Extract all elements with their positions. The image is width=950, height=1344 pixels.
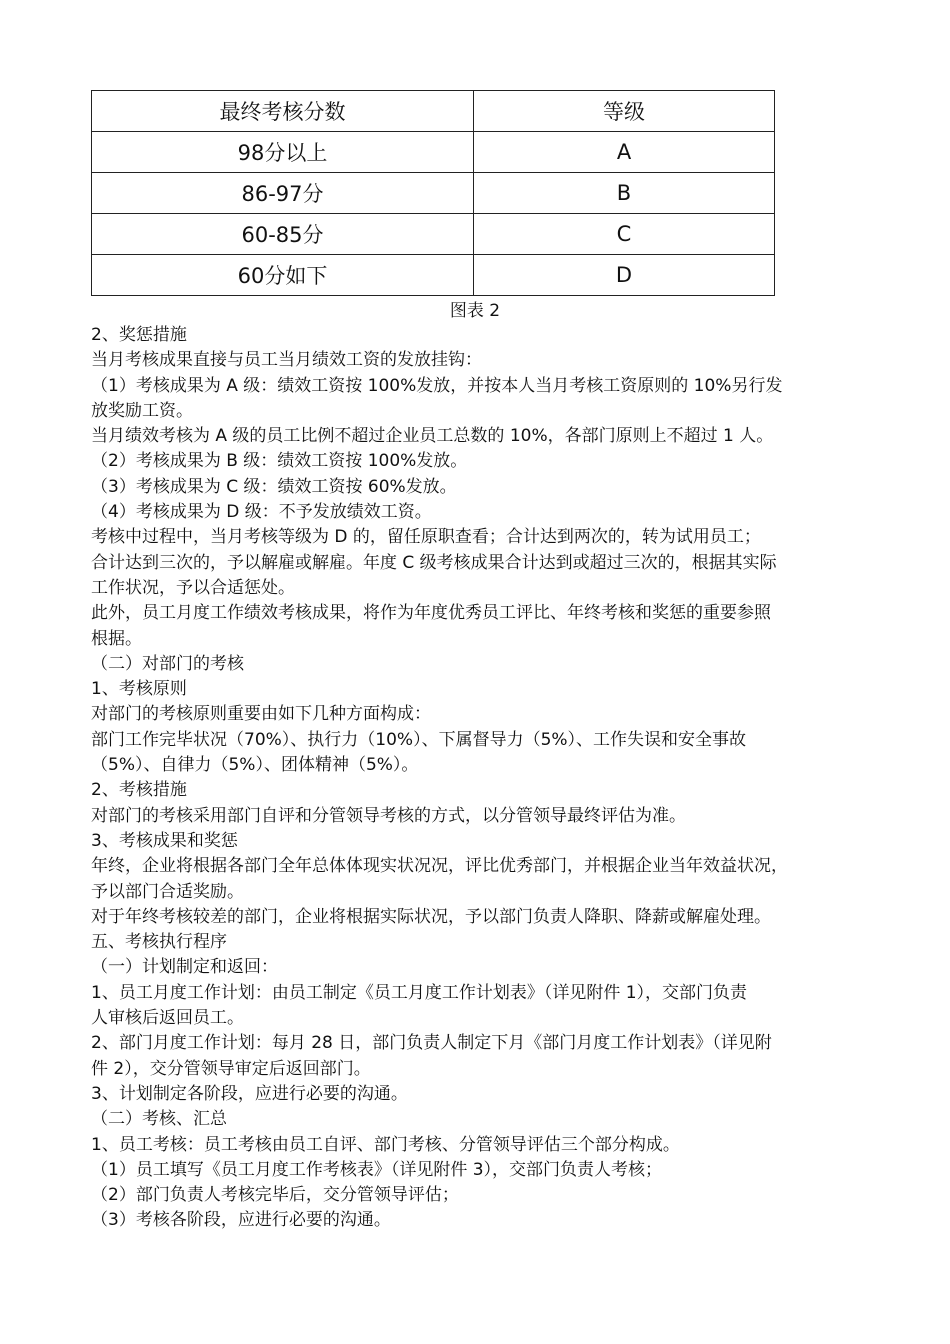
text-line: 根据。 [91,628,142,649]
text-line: 2、考核措施 [91,780,187,801]
header-score: 最终考核分数 [92,91,474,132]
cell-grade: B [474,173,775,214]
text-line: （5%）、自律力（5%）、团体精神（5%）。 [91,755,419,776]
text-line: 当月绩效考核为 A 级的员工比例不超过企业员工总数的 10%，各部门原则上不超过 1 人。 [91,426,774,447]
text-line: （二）对部门的考核 [91,653,244,674]
cell-score: 60-85分 [92,214,474,255]
text-line: 合计达到三次的，予以解雇或解雇。年度 C 级考核成果合计达到或超过三次的，根据其实际 [91,552,777,573]
body-text [91,323,871,1234]
text-line: （4）考核成果为 D 级：不予发放绩效工资。 [91,502,432,523]
text-line: 对于年终考核较差的部门，企业将根据实际状况，予以部门负责人降职、降薪或解雇处理。 [91,906,771,927]
text-line: （2）部门负责人考核完毕后，交分管领导评估； [91,1185,459,1206]
text-line: 3、考核成果和奖惩 [91,830,238,851]
cell-grade: C [474,214,775,255]
text-line: （3）考核各阶段，应进行必要的沟通。 [91,1210,391,1231]
text-line: 1、员工月度工作计划：由员工制定《员工月度工作计划表》（详见附件 1），交部门负责 [91,982,748,1003]
grade-table [91,90,775,296]
text-line: 五、考核执行程序 [91,932,227,953]
text-line: （二）考核、汇总 [91,1109,227,1130]
text-line: 对部门的考核采用部门自评和分管领导考核的方式，以分管领导最终评估为准。 [91,805,686,826]
text-line: 予以部门合适奖励。 [91,881,244,902]
table-header-row [92,91,775,132]
text-line: （1）考核成果为 A 级：绩效工资按 100%发放，并按本人当月考核工资原则的 10%另行发 [91,375,783,396]
text-line: （1）员工填写《员工月度工作考核表》（详见附件 3），交部门负责人考核； [91,1159,663,1180]
text-line: 年终，企业将根据各部门全年总体体现实状况况，评比优秀部门，并根据企业当年效益状况， [91,856,788,877]
cell-score: 86-97分 [92,173,474,214]
cell-grade: D [474,255,775,296]
text-line: 放奖励工资。 [91,400,193,421]
text-line: 部门工作完毕状况（70%）、执行力（10%）、下属督导力（5%）、工作失误和安全事故 [91,729,747,750]
text-line: 当月考核成果直接与员工当月绩效工资的发放挂钩： [91,350,482,371]
text-line: 1、考核原则 [91,679,187,700]
text-line: 1、员工考核：员工考核由员工自评、部门考核、分管领导评估三个部分构成。 [91,1134,680,1155]
text-line: 工作状况，予以合适惩处。 [91,577,295,598]
table-row [92,255,775,296]
cell-score: 60分如下 [92,255,474,296]
text-line: 人审核后返回员工。 [91,1008,244,1029]
text-line: 2、奖惩措施 [91,325,187,345]
table-row [92,173,775,214]
cell-grade: A [474,132,775,173]
table-caption: 图表 2 [449,301,501,321]
text-line: （一）计划制定和返回： [91,957,278,978]
text-line: （2）考核成果为 B 级：绩效工资按 100%发放。 [91,451,468,472]
text-line: （3）考核成果为 C 级：绩效工资按 60%发放。 [91,476,457,497]
table-row [92,214,775,255]
table-row [92,132,775,173]
cell-score: 98分以上 [92,132,474,173]
header-grade: 等级 [474,91,775,132]
text-line: 3、计划制定各阶段，应进行必要的沟通。 [91,1083,408,1104]
text-line: 考核中过程中，当月考核等级为 D 的，留任原职查看；合计达到两次的，转为试用员工； [91,527,761,548]
text-line: 2、部门月度工作计划：每月 28 日，部门负责人制定下月《部门月度工作计划表》（详见附 [91,1033,772,1054]
text-line: 件 2），交分管领导审定后返回部门。 [91,1058,371,1079]
text-line: 对部门的考核原则重要由如下几种方面构成： [91,704,431,725]
text-line: 此外，员工月度工作绩效考核成果，将作为年度优秀员工评比、年终考核和奖惩的重要参照 [91,603,771,624]
